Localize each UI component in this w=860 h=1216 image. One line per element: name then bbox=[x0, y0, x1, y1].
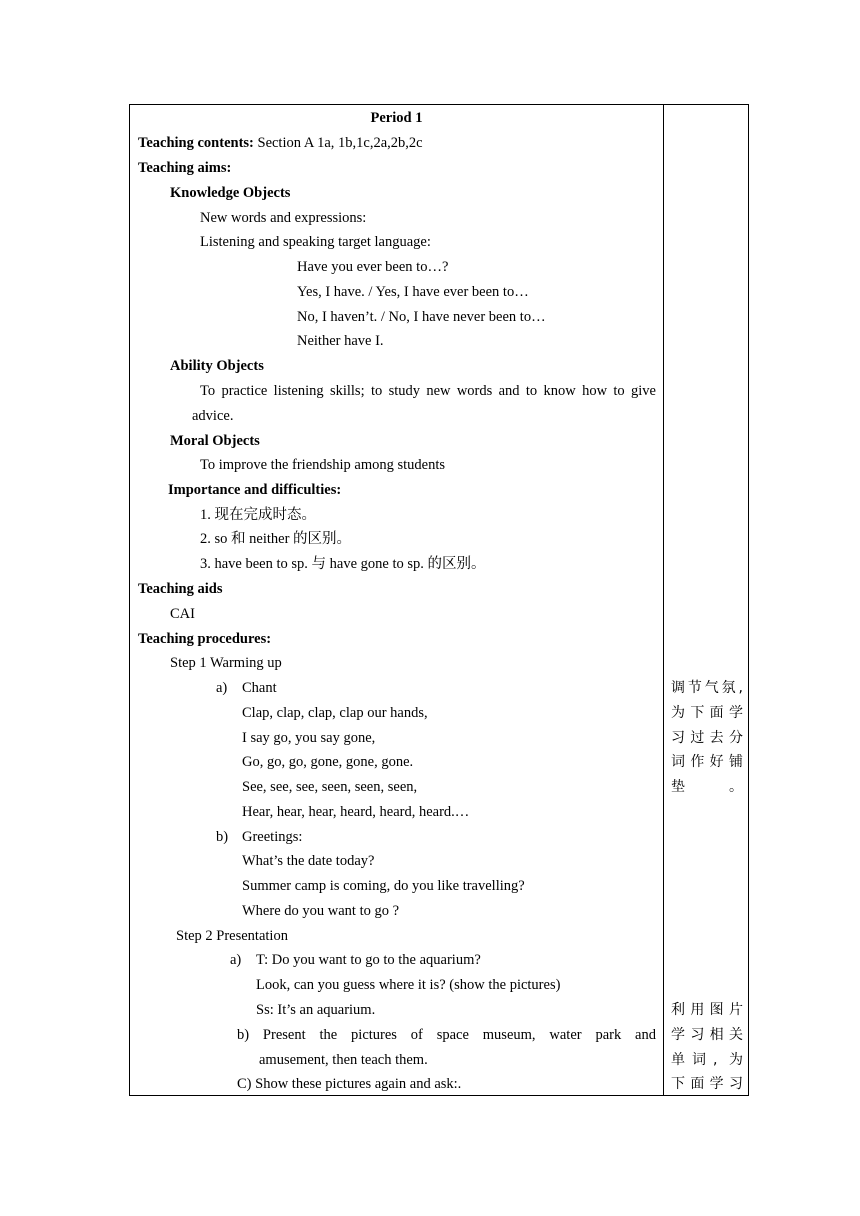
side-note-line: 习过去分 bbox=[671, 729, 743, 746]
step-heading: Step 2 Presentation bbox=[176, 928, 288, 944]
chant-label: Chant bbox=[242, 680, 277, 696]
teaching-contents bbox=[138, 134, 423, 152]
target-language-line: Have you ever been to…? bbox=[297, 259, 449, 275]
side-note-warmup bbox=[671, 676, 743, 800]
step-heading: Step 1 Warming up bbox=[170, 655, 282, 671]
knowledge-heading: Knowledge Objects bbox=[170, 185, 291, 201]
target-language-line: Yes, I have. / Yes, I have ever been to… bbox=[297, 284, 529, 300]
teaching-contents-value: Section A 1a, 1b,1c,2a,2b,2c bbox=[253, 135, 423, 151]
greetings-line: What’s the date today? bbox=[242, 853, 375, 869]
lesson-plan-table bbox=[129, 104, 749, 1096]
side-note-line: 垫。 bbox=[671, 779, 743, 796]
teaching-aids-value: CAI bbox=[170, 606, 195, 622]
importance-item: 3. have been to sp. 与 have gone to sp. 的区别。 bbox=[200, 556, 486, 572]
chant-line: I say go, you say gone, bbox=[242, 730, 376, 746]
list-marker: a) bbox=[216, 680, 228, 696]
side-note-line: 利用图片 bbox=[671, 1002, 743, 1018]
moral-heading: Moral Objects bbox=[170, 433, 260, 449]
knowledge-line: Listening and speaking target language: bbox=[200, 234, 431, 250]
moral-line: To improve the friendship among students bbox=[200, 457, 446, 473]
side-note-line: 单词, 为 bbox=[671, 1051, 743, 1068]
chant-line: Hear, hear, hear, heard, heard, heard.… bbox=[242, 804, 470, 820]
presentation-line: Ss: It’s an aquarium. bbox=[256, 1002, 376, 1018]
presentation-line: amusement, then teach them. bbox=[259, 1052, 428, 1068]
chant-line: Clap, clap, clap, clap our hands, bbox=[242, 705, 428, 721]
presentation-line: Look, can you guess where it is? (show the pictures) bbox=[256, 977, 561, 993]
importance-item: 2. so 和 neither 的区别。 bbox=[200, 531, 352, 547]
page-title: Period 1 bbox=[370, 110, 423, 126]
ability-line: To practice listening skills; to study new words and to know how to give bbox=[200, 383, 656, 399]
presentation-line: T: Do you want to go to the aquarium? bbox=[256, 952, 481, 968]
teaching-procedures-heading: Teaching procedures: bbox=[138, 631, 272, 647]
side-note-line: 学习相关 bbox=[671, 1026, 743, 1043]
greetings-label: Greetings: bbox=[242, 829, 303, 845]
importance-item: 1. 现在完成时态。 bbox=[200, 507, 316, 523]
greetings-line: Where do you want to go ? bbox=[242, 903, 400, 919]
teaching-contents-label: Teaching contents: bbox=[138, 135, 254, 151]
list-marker: b) bbox=[216, 829, 229, 845]
side-note-line: 下面学习 bbox=[671, 1076, 743, 1093]
greetings-line: Summer camp is coming, do you like travelling? bbox=[242, 878, 525, 894]
column-divider bbox=[663, 105, 664, 1095]
side-note-presentation bbox=[671, 998, 743, 1097]
teaching-aids-heading: Teaching aids bbox=[138, 581, 223, 597]
presentation-line: b) Present the pictures of space museum, water park and bbox=[237, 1027, 656, 1043]
ability-heading: Ability Objects bbox=[170, 358, 264, 374]
target-language-line: No, I haven’t. / No, I have never been to… bbox=[297, 309, 546, 325]
side-note-line: 调节气氛, bbox=[671, 680, 743, 696]
chant-line: See, see, see, seen, seen, seen, bbox=[242, 779, 418, 795]
presentation-line: C) Show these pictures again and ask:. bbox=[237, 1076, 462, 1092]
chant-line: Go, go, go, gone, gone, gone. bbox=[242, 754, 414, 770]
ability-line: advice. bbox=[192, 408, 234, 424]
importance-heading: Importance and difficulties: bbox=[168, 482, 342, 498]
teaching-aims-heading: Teaching aims: bbox=[138, 160, 232, 176]
side-note-line: 为下面学 bbox=[671, 704, 743, 721]
list-marker: a) bbox=[230, 952, 242, 968]
target-language-line: Neither have I. bbox=[297, 333, 384, 349]
side-note-line: 词作好铺 bbox=[671, 754, 743, 771]
knowledge-line: New words and expressions: bbox=[200, 210, 367, 226]
